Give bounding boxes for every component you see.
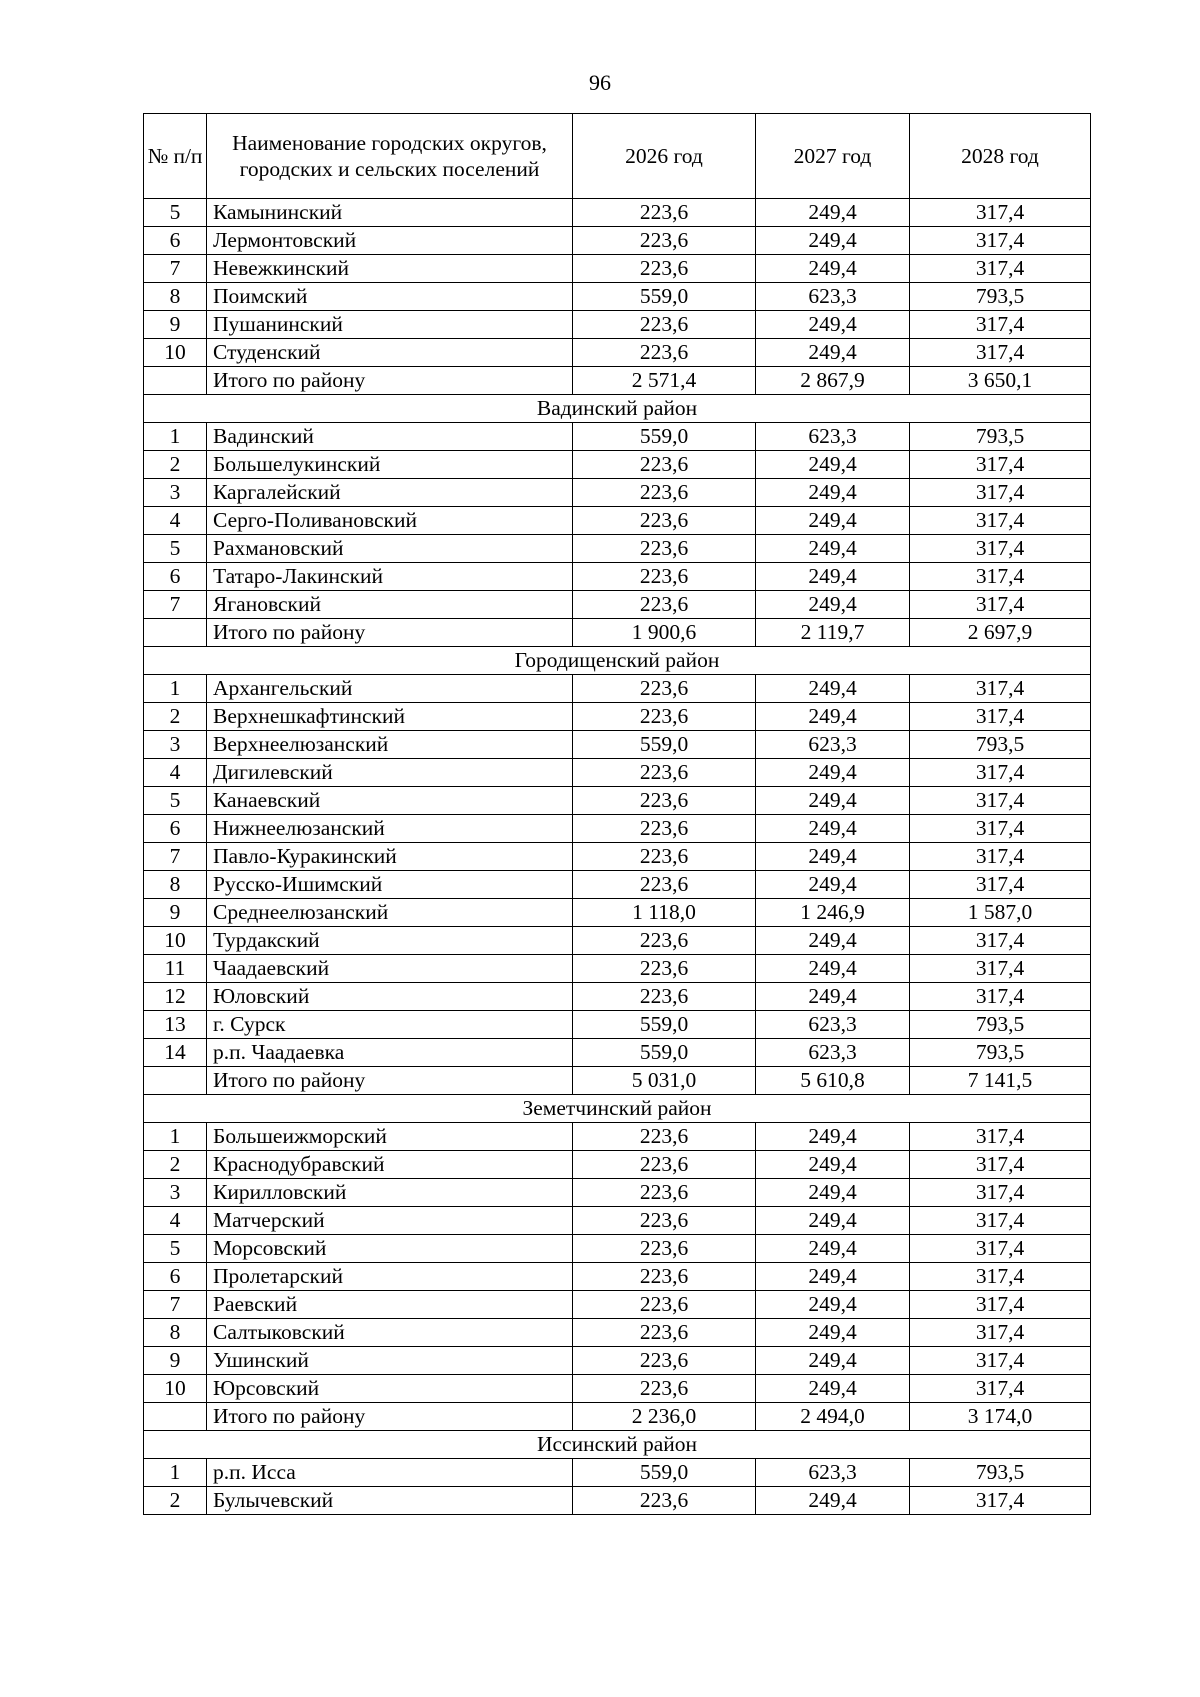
table-row <box>144 1179 1091 1207</box>
value-2027: 2 867,9 <box>756 367 910 395</box>
value-2028: 317,4 <box>910 563 1091 591</box>
value-2028: 317,4 <box>910 843 1091 871</box>
value-2026: 223,6 <box>573 1179 756 1207</box>
value-2028: 317,4 <box>910 955 1091 983</box>
value-2028: 317,4 <box>910 759 1091 787</box>
row-number: 2 <box>144 1151 207 1179</box>
value-2027: 249,4 <box>756 927 910 955</box>
row-number: 14 <box>144 1039 207 1067</box>
value-2026: 223,6 <box>573 479 756 507</box>
table-row <box>144 1039 1091 1067</box>
value-2027: 249,4 <box>756 591 910 619</box>
table-header-row <box>144 114 1091 199</box>
row-number: 4 <box>144 759 207 787</box>
value-2027: 249,4 <box>756 1263 910 1291</box>
settlement-name: Канаевский <box>207 787 573 815</box>
settlement-name: Итого по району <box>207 367 573 395</box>
district-header-row <box>144 1431 1091 1459</box>
row-number: 2 <box>144 1487 207 1515</box>
value-2028: 317,4 <box>910 199 1091 227</box>
value-2028: 317,4 <box>910 339 1091 367</box>
value-2028: 317,4 <box>910 255 1091 283</box>
row-number: 10 <box>144 927 207 955</box>
value-2026: 223,6 <box>573 871 756 899</box>
table-row <box>144 899 1091 927</box>
value-2026: 223,6 <box>573 1375 756 1403</box>
value-2028: 317,4 <box>910 927 1091 955</box>
value-2028: 317,4 <box>910 1375 1091 1403</box>
value-2027: 249,4 <box>756 1207 910 1235</box>
settlement-name: Верхнешкафтинский <box>207 703 573 731</box>
value-2027: 249,4 <box>756 843 910 871</box>
table-row <box>144 339 1091 367</box>
value-2027: 2 119,7 <box>756 619 910 647</box>
district-header-row <box>144 1095 1091 1123</box>
table-row <box>144 423 1091 451</box>
settlement-name: Юрсовский <box>207 1375 573 1403</box>
value-2027: 249,4 <box>756 311 910 339</box>
value-2026: 223,6 <box>573 563 756 591</box>
value-2026: 223,6 <box>573 983 756 1011</box>
value-2028: 793,5 <box>910 283 1091 311</box>
value-2026: 223,6 <box>573 1207 756 1235</box>
settlement-name: Камынинский <box>207 199 573 227</box>
header-name: Наименование городских округов, городских и сельских поселений <box>207 114 573 199</box>
table-row <box>144 563 1091 591</box>
table-row <box>144 1291 1091 1319</box>
value-2026: 223,6 <box>573 227 756 255</box>
value-2026: 223,6 <box>573 1235 756 1263</box>
table-row <box>144 927 1091 955</box>
value-2028: 317,4 <box>910 591 1091 619</box>
row-number: 10 <box>144 1375 207 1403</box>
settlement-name: Верхнеелюзанский <box>207 731 573 759</box>
row-number: 5 <box>144 787 207 815</box>
settlement-name: Итого по району <box>207 619 573 647</box>
table-row <box>144 1459 1091 1487</box>
settlement-name: Ягановский <box>207 591 573 619</box>
row-number: 5 <box>144 199 207 227</box>
value-2027: 249,4 <box>756 1291 910 1319</box>
value-2026: 223,6 <box>573 507 756 535</box>
value-2027: 623,3 <box>756 731 910 759</box>
table-row <box>144 759 1091 787</box>
value-2027: 249,4 <box>756 1151 910 1179</box>
value-2026: 223,6 <box>573 199 756 227</box>
value-2026: 223,6 <box>573 451 756 479</box>
row-number: 8 <box>144 1319 207 1347</box>
total-row <box>144 367 1091 395</box>
row-number: 6 <box>144 1263 207 1291</box>
value-2027: 249,4 <box>756 1487 910 1515</box>
value-2026: 223,6 <box>573 927 756 955</box>
table-row <box>144 815 1091 843</box>
value-2026: 2 571,4 <box>573 367 756 395</box>
row-number: 7 <box>144 255 207 283</box>
settlement-name: Лермонтовский <box>207 227 573 255</box>
value-2027: 249,4 <box>756 983 910 1011</box>
table-row <box>144 1207 1091 1235</box>
row-number <box>144 1067 207 1095</box>
value-2026: 559,0 <box>573 1459 756 1487</box>
row-number: 13 <box>144 1011 207 1039</box>
settlement-name: р.п. Исса <box>207 1459 573 1487</box>
value-2028: 317,4 <box>910 479 1091 507</box>
settlement-name: Большеижморский <box>207 1123 573 1151</box>
district-name: Городищенский район <box>144 647 1091 675</box>
value-2027: 249,4 <box>756 1235 910 1263</box>
value-2027: 249,4 <box>756 787 910 815</box>
row-number: 4 <box>144 507 207 535</box>
settlement-name: Морсовский <box>207 1235 573 1263</box>
table-row <box>144 843 1091 871</box>
value-2028: 317,4 <box>910 1319 1091 1347</box>
value-2028: 317,4 <box>910 675 1091 703</box>
value-2028: 317,4 <box>910 815 1091 843</box>
value-2028: 317,4 <box>910 1291 1091 1319</box>
value-2026: 223,6 <box>573 1291 756 1319</box>
row-number: 5 <box>144 1235 207 1263</box>
value-2027: 2 494,0 <box>756 1403 910 1431</box>
settlement-name: Пушанинский <box>207 311 573 339</box>
value-2028: 317,4 <box>910 227 1091 255</box>
header-2027: 2027 год <box>756 114 910 199</box>
table-row <box>144 1235 1091 1263</box>
settlement-name: Итого по району <box>207 1067 573 1095</box>
table-row <box>144 255 1091 283</box>
settlement-name: Юловский <box>207 983 573 1011</box>
value-2028: 317,4 <box>910 1207 1091 1235</box>
value-2026: 223,6 <box>573 1487 756 1515</box>
value-2027: 249,4 <box>756 227 910 255</box>
table-row <box>144 199 1091 227</box>
settlement-name: Нижнеелюзанский <box>207 815 573 843</box>
district-header-row <box>144 647 1091 675</box>
value-2026: 223,6 <box>573 535 756 563</box>
table-row <box>144 591 1091 619</box>
value-2027: 249,4 <box>756 815 910 843</box>
value-2028: 317,4 <box>910 1179 1091 1207</box>
table-row <box>144 311 1091 339</box>
value-2026: 559,0 <box>573 1011 756 1039</box>
value-2027: 249,4 <box>756 1319 910 1347</box>
row-number: 6 <box>144 815 207 843</box>
value-2027: 249,4 <box>756 507 910 535</box>
district-name: Иссинский район <box>144 1431 1091 1459</box>
table-row <box>144 1375 1091 1403</box>
row-number: 6 <box>144 563 207 591</box>
value-2026: 5 031,0 <box>573 1067 756 1095</box>
value-2028: 793,5 <box>910 1039 1091 1067</box>
value-2028: 317,4 <box>910 1347 1091 1375</box>
row-number: 1 <box>144 1123 207 1151</box>
value-2028: 317,4 <box>910 703 1091 731</box>
value-2028: 793,5 <box>910 1459 1091 1487</box>
value-2026: 223,6 <box>573 311 756 339</box>
value-2028: 317,4 <box>910 535 1091 563</box>
row-number: 2 <box>144 451 207 479</box>
settlement-name: Татаро-Лакинский <box>207 563 573 591</box>
table-row <box>144 731 1091 759</box>
row-number: 9 <box>144 311 207 339</box>
value-2026: 223,6 <box>573 1319 756 1347</box>
row-number: 4 <box>144 1207 207 1235</box>
value-2027: 249,4 <box>756 703 910 731</box>
total-row <box>144 1067 1091 1095</box>
settlement-name: Павло-Куракинский <box>207 843 573 871</box>
settlement-name: р.п. Чаадаевка <box>207 1039 573 1067</box>
settlement-name: Пролетарский <box>207 1263 573 1291</box>
value-2027: 249,4 <box>756 451 910 479</box>
settlement-name: Русско-Ишимский <box>207 871 573 899</box>
total-row <box>144 619 1091 647</box>
row-number: 7 <box>144 843 207 871</box>
row-number: 3 <box>144 1179 207 1207</box>
value-2026: 223,6 <box>573 339 756 367</box>
table-row <box>144 1263 1091 1291</box>
district-name: Вадинский район <box>144 395 1091 423</box>
settlement-name: Турдакский <box>207 927 573 955</box>
total-row <box>144 1403 1091 1431</box>
value-2028: 793,5 <box>910 1011 1091 1039</box>
row-number: 10 <box>144 339 207 367</box>
table-row <box>144 1487 1091 1515</box>
value-2026: 223,6 <box>573 787 756 815</box>
value-2026: 223,6 <box>573 1347 756 1375</box>
row-number: 11 <box>144 955 207 983</box>
table-row <box>144 1011 1091 1039</box>
settlement-name: Булычевский <box>207 1487 573 1515</box>
row-number: 9 <box>144 899 207 927</box>
table-row <box>144 1151 1091 1179</box>
table-row <box>144 479 1091 507</box>
table-row <box>144 955 1091 983</box>
settlement-name: Вадинский <box>207 423 573 451</box>
value-2027: 623,3 <box>756 1011 910 1039</box>
value-2027: 249,4 <box>756 759 910 787</box>
value-2027: 249,4 <box>756 1375 910 1403</box>
value-2028: 317,4 <box>910 451 1091 479</box>
value-2026: 223,6 <box>573 1263 756 1291</box>
table-row <box>144 787 1091 815</box>
value-2028: 317,4 <box>910 1151 1091 1179</box>
value-2026: 559,0 <box>573 423 756 451</box>
value-2028: 317,4 <box>910 1123 1091 1151</box>
row-number: 1 <box>144 675 207 703</box>
value-2026: 559,0 <box>573 731 756 759</box>
settlement-name: Матчерский <box>207 1207 573 1235</box>
value-2027: 249,4 <box>756 955 910 983</box>
row-number: 8 <box>144 283 207 311</box>
table-row <box>144 451 1091 479</box>
value-2027: 249,4 <box>756 563 910 591</box>
value-2026: 1 900,6 <box>573 619 756 647</box>
value-2026: 559,0 <box>573 1039 756 1067</box>
settlement-name: Архангельский <box>207 675 573 703</box>
value-2028: 3 174,0 <box>910 1403 1091 1431</box>
row-number: 8 <box>144 871 207 899</box>
page-number: 96 <box>589 70 611 95</box>
value-2028: 793,5 <box>910 731 1091 759</box>
table-row <box>144 1319 1091 1347</box>
value-2028: 317,4 <box>910 1263 1091 1291</box>
row-number: 3 <box>144 731 207 759</box>
settlement-name: Рахмановский <box>207 535 573 563</box>
district-header-row <box>144 395 1091 423</box>
row-number: 12 <box>144 983 207 1011</box>
value-2028: 317,4 <box>910 311 1091 339</box>
row-number: 1 <box>144 1459 207 1487</box>
value-2028: 317,4 <box>910 787 1091 815</box>
table-row <box>144 1123 1091 1151</box>
value-2027: 249,4 <box>756 1123 910 1151</box>
settlement-name: Невежкинский <box>207 255 573 283</box>
settlement-name: Раевский <box>207 1291 573 1319</box>
table-row <box>144 283 1091 311</box>
value-2026: 223,6 <box>573 675 756 703</box>
value-2027: 249,4 <box>756 199 910 227</box>
row-number: 6 <box>144 227 207 255</box>
value-2028: 317,4 <box>910 507 1091 535</box>
value-2028: 317,4 <box>910 1235 1091 1263</box>
table-body <box>144 199 1091 1515</box>
row-number <box>144 367 207 395</box>
value-2027: 623,3 <box>756 1459 910 1487</box>
settlement-name: Салтыковский <box>207 1319 573 1347</box>
row-number: 5 <box>144 535 207 563</box>
value-2026: 223,6 <box>573 1123 756 1151</box>
table-row <box>144 703 1091 731</box>
value-2026: 223,6 <box>573 591 756 619</box>
table-row <box>144 983 1091 1011</box>
value-2027: 623,3 <box>756 283 910 311</box>
settlement-name: Каргалейский <box>207 479 573 507</box>
value-2026: 223,6 <box>573 759 756 787</box>
value-2026: 223,6 <box>573 843 756 871</box>
value-2027: 249,4 <box>756 255 910 283</box>
value-2027: 249,4 <box>756 535 910 563</box>
row-number: 7 <box>144 1291 207 1319</box>
row-number: 1 <box>144 423 207 451</box>
value-2028: 317,4 <box>910 983 1091 1011</box>
allocation-table <box>143 113 1091 1515</box>
value-2028: 317,4 <box>910 871 1091 899</box>
settlement-name: Ушинский <box>207 1347 573 1375</box>
district-name: Земетчинский район <box>144 1095 1091 1123</box>
row-number: 9 <box>144 1347 207 1375</box>
value-2026: 223,6 <box>573 255 756 283</box>
value-2028: 2 697,9 <box>910 619 1091 647</box>
value-2026: 223,6 <box>573 815 756 843</box>
header-2026: 2026 год <box>573 114 756 199</box>
value-2027: 623,3 <box>756 1039 910 1067</box>
value-2026: 223,6 <box>573 1151 756 1179</box>
table-row <box>144 535 1091 563</box>
settlement-name: Краснодубравский <box>207 1151 573 1179</box>
value-2026: 223,6 <box>573 955 756 983</box>
value-2026: 2 236,0 <box>573 1403 756 1431</box>
value-2028: 1 587,0 <box>910 899 1091 927</box>
row-number <box>144 1403 207 1431</box>
settlement-name: Студенский <box>207 339 573 367</box>
value-2027: 623,3 <box>756 423 910 451</box>
settlement-name: г. Сурск <box>207 1011 573 1039</box>
value-2027: 249,4 <box>756 871 910 899</box>
settlement-name: Большелукинский <box>207 451 573 479</box>
header-2028: 2028 год <box>910 114 1091 199</box>
row-number: 7 <box>144 591 207 619</box>
value-2028: 7 141,5 <box>910 1067 1091 1095</box>
settlement-name: Кирилловский <box>207 1179 573 1207</box>
table-row <box>144 1347 1091 1375</box>
header-number: № п/п <box>144 114 207 199</box>
value-2028: 317,4 <box>910 1487 1091 1515</box>
value-2027: 249,4 <box>756 675 910 703</box>
value-2026: 1 118,0 <box>573 899 756 927</box>
value-2028: 793,5 <box>910 423 1091 451</box>
table-row <box>144 871 1091 899</box>
value-2027: 249,4 <box>756 1347 910 1375</box>
value-2026: 223,6 <box>573 703 756 731</box>
settlement-name: Поимский <box>207 283 573 311</box>
value-2026: 559,0 <box>573 283 756 311</box>
table-row <box>144 507 1091 535</box>
value-2028: 3 650,1 <box>910 367 1091 395</box>
value-2027: 1 246,9 <box>756 899 910 927</box>
value-2027: 249,4 <box>756 1179 910 1207</box>
row-number <box>144 619 207 647</box>
settlement-name: Среднеелюзанский <box>207 899 573 927</box>
settlement-name: Чаадаевский <box>207 955 573 983</box>
settlement-name: Серго-Поливановский <box>207 507 573 535</box>
settlement-name: Итого по району <box>207 1403 573 1431</box>
value-2027: 249,4 <box>756 339 910 367</box>
table-row <box>144 675 1091 703</box>
table-row <box>144 227 1091 255</box>
value-2027: 5 610,8 <box>756 1067 910 1095</box>
row-number: 2 <box>144 703 207 731</box>
value-2027: 249,4 <box>756 479 910 507</box>
settlement-name: Дигилевский <box>207 759 573 787</box>
row-number: 3 <box>144 479 207 507</box>
